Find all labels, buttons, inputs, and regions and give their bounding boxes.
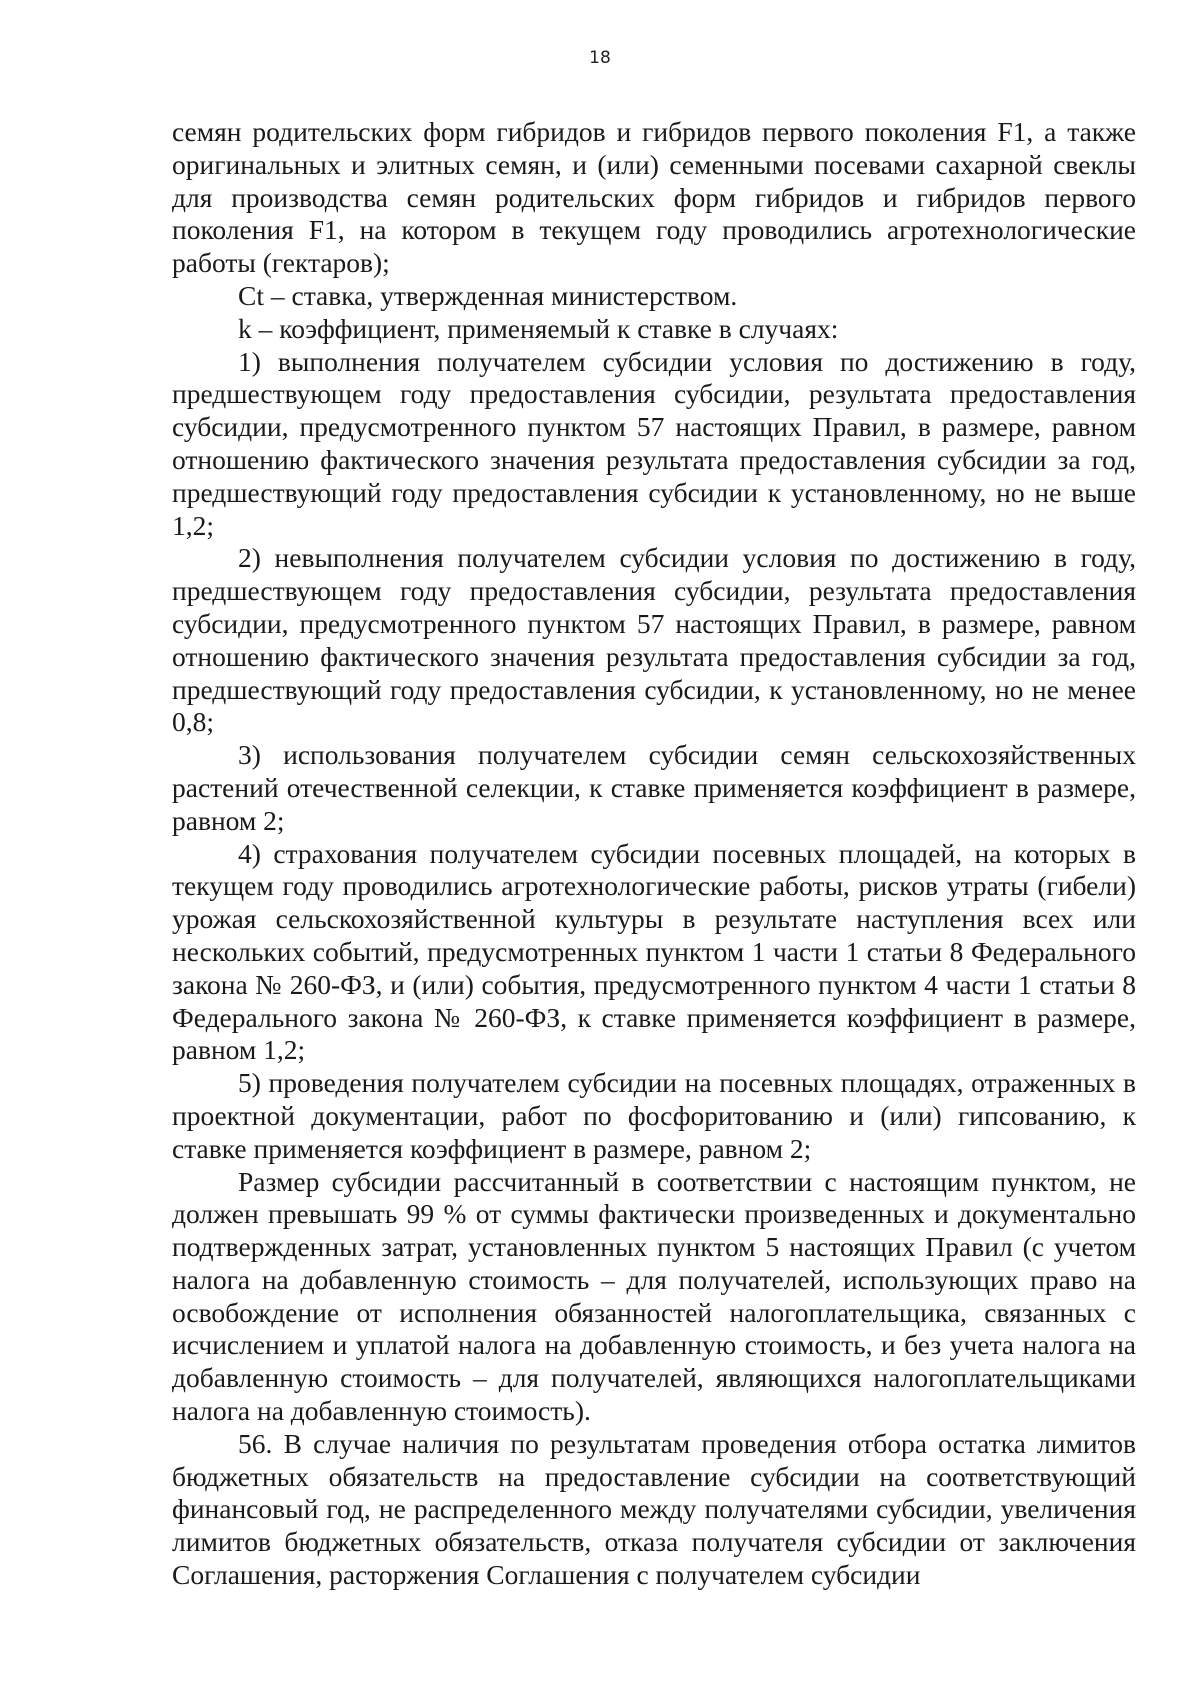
list-item-2: 2) невыполнения получателем субсидии условия по достижению в году, предшествующем году предоставления субсидии, результата предоставления субсидии, предусмотренного пунктом 57 настоящих Правил, в размере, равном отношению фактического значения результата предоставления субсидии за год, предшествующий году предоставления субсидии, к установленному, но не менее 0,8;: [172, 542, 1136, 738]
document-body: [172, 116, 1136, 1592]
list-item-5: 5) проведения получателем субсидии на посевных площадях, отраженных в проектной документации, работ по фосфоритованию и (или) гипсованию, к ставке применяется коэффициент в размере, равном 2;: [172, 1067, 1136, 1164]
paragraph-coefficient-k: k – коэффициент, применяемый к ставке в случаях:: [238, 312, 839, 344]
list-item-4: 4) страхования получателем субсидии посевных площадей, на которых в текущем году проводились агротехнологические работы, рисков утраты (гибели) урожая сельскохозяйственной культуры в результате наступления всех или нескольких событий, предусмотренных пунктом 1 части 1 статьи 8 Федерального закона № 260-ФЗ, и (или) события, предусмотренного пунктом 4 части 1 статьи 8 Федерального закона № 260-ФЗ, к ставке применяется коэффициент в размере, равном 1,2;: [172, 837, 1136, 1066]
paragraph-subsidy-size: Размер субсидии рассчитанный в соответствии с настоящим пунктом, не должен превышать 99 % от суммы фактически произведенных и документально подтвержденных затрат, установленных пунктом 5 настоящих Правил (с учетом налога на добавленную стоимость – для получателей, использующих право на освобождение от исполнения обязанностей налогоплательщика, связанных с исчислением и уплатой налога на добавленную стоимость, и без учета налога на добавленную стоимость – для получателей, являющихся налогоплательщиками налога на добавленную стоимость).: [172, 1165, 1136, 1427]
list-item-3: 3) использования получателем субсидии семян сельскохозяйственных растений отечественной селекции, к ставке применяется коэффициент в размере, равном 2;: [172, 739, 1136, 836]
paragraph-rate-ct: Ct – ставка, утвержденная министерством.: [238, 279, 738, 311]
page-number: 18: [589, 48, 611, 68]
paragraph-clause-56: 56. В случае наличия по результатам проведения отбора остатка лимитов бюджетных обязательств на предоставление субсидии на соответствующий финансовый год, не распределенного между получателями субсидии, увеличения лимитов бюджетных обязательств, отказа получателя субсидии от заключения Соглашения, расторжения Соглашения с получателем субсидии: [172, 1427, 1136, 1591]
list-item-1: 1) выполнения получателем субсидии условия по достижению в году, предшествующем году предоставления субсидии, результата предоставления субсидии, предусмотренного пунктом 57 настоящих Правил, в размере, равном отношению фактического значения результата предоставления субсидии за год, предшествующий году предоставления субсидии к установленному, но не выше 1,2;: [172, 345, 1136, 541]
paragraph-seed-area-definition: семян родительских форм гибридов и гибридов первого поколения F1, а также оригинальных и элитных семян, и (или) семенными посевами сахарной свеклы для производства семян родительских форм гибридов и гибридов первого поколения F1, на котором в текущем году проводились агротехнологические работы (гектаров);: [172, 116, 1136, 279]
